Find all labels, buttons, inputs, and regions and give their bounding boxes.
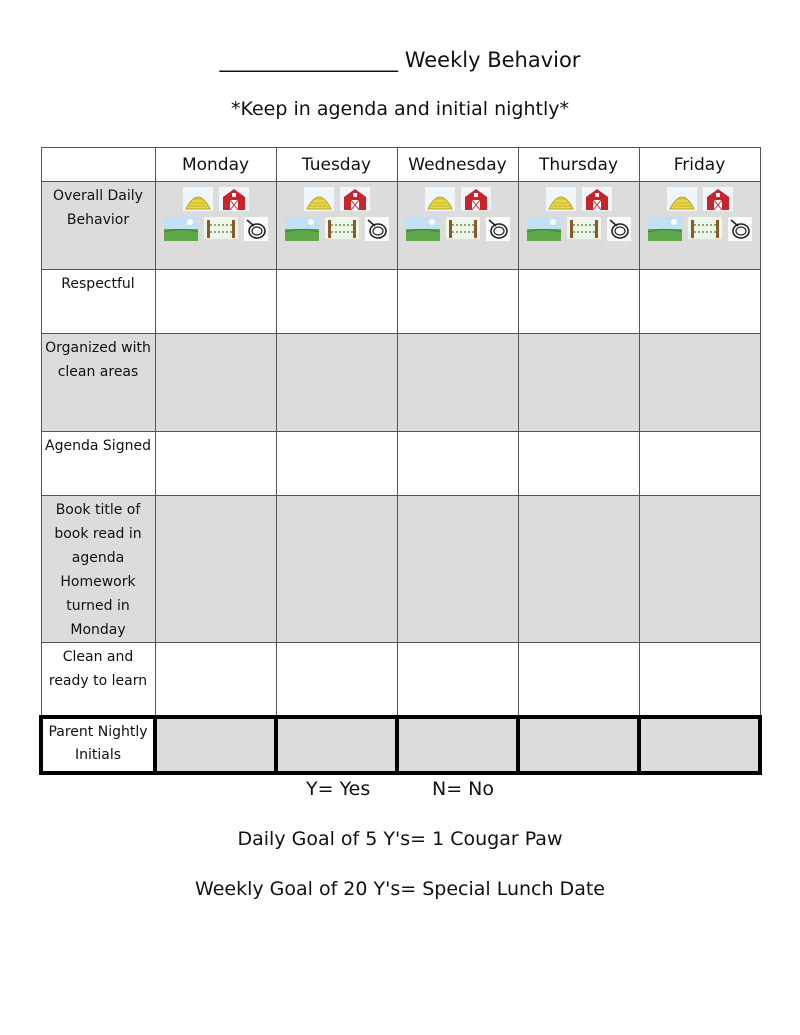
- row-label-respectful: Respectful: [41, 270, 155, 334]
- weekly-goal: Weekly Goal of 20 Y's= Special Lunch Date: [195, 878, 605, 900]
- row-label-parent-initials: Parent Nightly Initials: [41, 717, 155, 773]
- rope-icon: [728, 217, 752, 241]
- barn-icon: [582, 187, 612, 211]
- page-title: _________________ Weekly Behavior: [219, 48, 581, 72]
- row-label-organized: Organized with clean areas: [41, 334, 155, 432]
- fence-icon: [446, 217, 480, 241]
- day-header-monday: Monday: [155, 148, 276, 182]
- organized-cell-monday[interactable]: [155, 334, 276, 432]
- book-cell-tuesday[interactable]: [276, 496, 397, 643]
- field-icon: [527, 217, 561, 241]
- row-label-book-homework: Book title of book read in agenda Homework turned in Monday: [41, 496, 155, 643]
- field-icon: [648, 217, 682, 241]
- haystack-icon: [183, 187, 213, 211]
- behavior-cell-friday[interactable]: [639, 182, 760, 270]
- day-header-thursday: Thursday: [518, 148, 639, 182]
- page-subtitle: *Keep in agenda and initial nightly*: [230, 98, 569, 120]
- behavior-icon-group: [648, 187, 752, 241]
- initials-cell-tuesday[interactable]: [276, 717, 397, 773]
- book-cell-monday[interactable]: [155, 496, 276, 643]
- book-cell-wednesday[interactable]: [397, 496, 518, 643]
- respectful-cell-tuesday[interactable]: [276, 270, 397, 334]
- agenda-cell-friday[interactable]: [639, 432, 760, 496]
- corner-cell: [41, 148, 155, 182]
- respectful-cell-friday[interactable]: [639, 270, 760, 334]
- field-icon: [164, 217, 198, 241]
- respectful-cell-thursday[interactable]: [518, 270, 639, 334]
- initials-cell-monday[interactable]: [155, 717, 276, 773]
- row-label-clean-ready: Clean and ready to learn: [41, 643, 155, 717]
- barn-icon: [340, 187, 370, 211]
- legend-no: N= No: [432, 778, 495, 800]
- row-label-overall-behavior: Overall Daily Behavior: [41, 182, 155, 270]
- behavior-table: [39, 147, 762, 775]
- day-header-friday: Friday: [639, 148, 760, 182]
- day-header-wednesday: Wednesday: [397, 148, 518, 182]
- clean-cell-wednesday[interactable]: [397, 643, 518, 717]
- clean-cell-thursday[interactable]: [518, 643, 639, 717]
- respectful-cell-monday[interactable]: [155, 270, 276, 334]
- haystack-icon: [546, 187, 576, 211]
- row-label-agenda-signed: Agenda Signed: [41, 432, 155, 496]
- behavior-icon-group: [527, 187, 631, 241]
- fence-icon: [567, 217, 601, 241]
- rope-icon: [244, 217, 268, 241]
- clean-cell-monday[interactable]: [155, 643, 276, 717]
- haystack-icon: [425, 187, 455, 211]
- rope-icon: [486, 217, 510, 241]
- organized-cell-thursday[interactable]: [518, 334, 639, 432]
- clean-cell-tuesday[interactable]: [276, 643, 397, 717]
- rope-icon: [365, 217, 389, 241]
- daily-goal: Daily Goal of 5 Y's= 1 Cougar Paw: [237, 828, 563, 850]
- agenda-cell-thursday[interactable]: [518, 432, 639, 496]
- behavior-icon-group: [285, 187, 389, 241]
- respectful-cell-wednesday[interactable]: [397, 270, 518, 334]
- organized-cell-tuesday[interactable]: [276, 334, 397, 432]
- haystack-icon: [667, 187, 697, 211]
- organized-cell-wednesday[interactable]: [397, 334, 518, 432]
- field-icon: [406, 217, 440, 241]
- barn-icon: [219, 187, 249, 211]
- behavior-cell-thursday[interactable]: [518, 182, 639, 270]
- organized-cell-friday[interactable]: [639, 334, 760, 432]
- barn-icon: [461, 187, 491, 211]
- rope-icon: [607, 217, 631, 241]
- day-header-tuesday: Tuesday: [276, 148, 397, 182]
- legend-yes: Y= Yes: [306, 778, 371, 800]
- behavior-cell-tuesday[interactable]: [276, 182, 397, 270]
- agenda-cell-monday[interactable]: [155, 432, 276, 496]
- haystack-icon: [304, 187, 334, 211]
- behavior-cell-wednesday[interactable]: [397, 182, 518, 270]
- book-cell-friday[interactable]: [639, 496, 760, 643]
- barn-icon: [703, 187, 733, 211]
- fence-icon: [325, 217, 359, 241]
- field-icon: [285, 217, 319, 241]
- behavior-icon-group: [406, 187, 510, 241]
- behavior-cell-monday[interactable]: [155, 182, 276, 270]
- agenda-cell-tuesday[interactable]: [276, 432, 397, 496]
- book-cell-thursday[interactable]: [518, 496, 639, 643]
- behavior-icon-group: [164, 187, 268, 241]
- fence-icon: [688, 217, 722, 241]
- fence-icon: [204, 217, 238, 241]
- clean-cell-friday[interactable]: [639, 643, 760, 717]
- agenda-cell-wednesday[interactable]: [397, 432, 518, 496]
- initials-cell-wednesday[interactable]: [397, 717, 518, 773]
- initials-cell-thursday[interactable]: [518, 717, 639, 773]
- initials-cell-friday[interactable]: [639, 717, 760, 773]
